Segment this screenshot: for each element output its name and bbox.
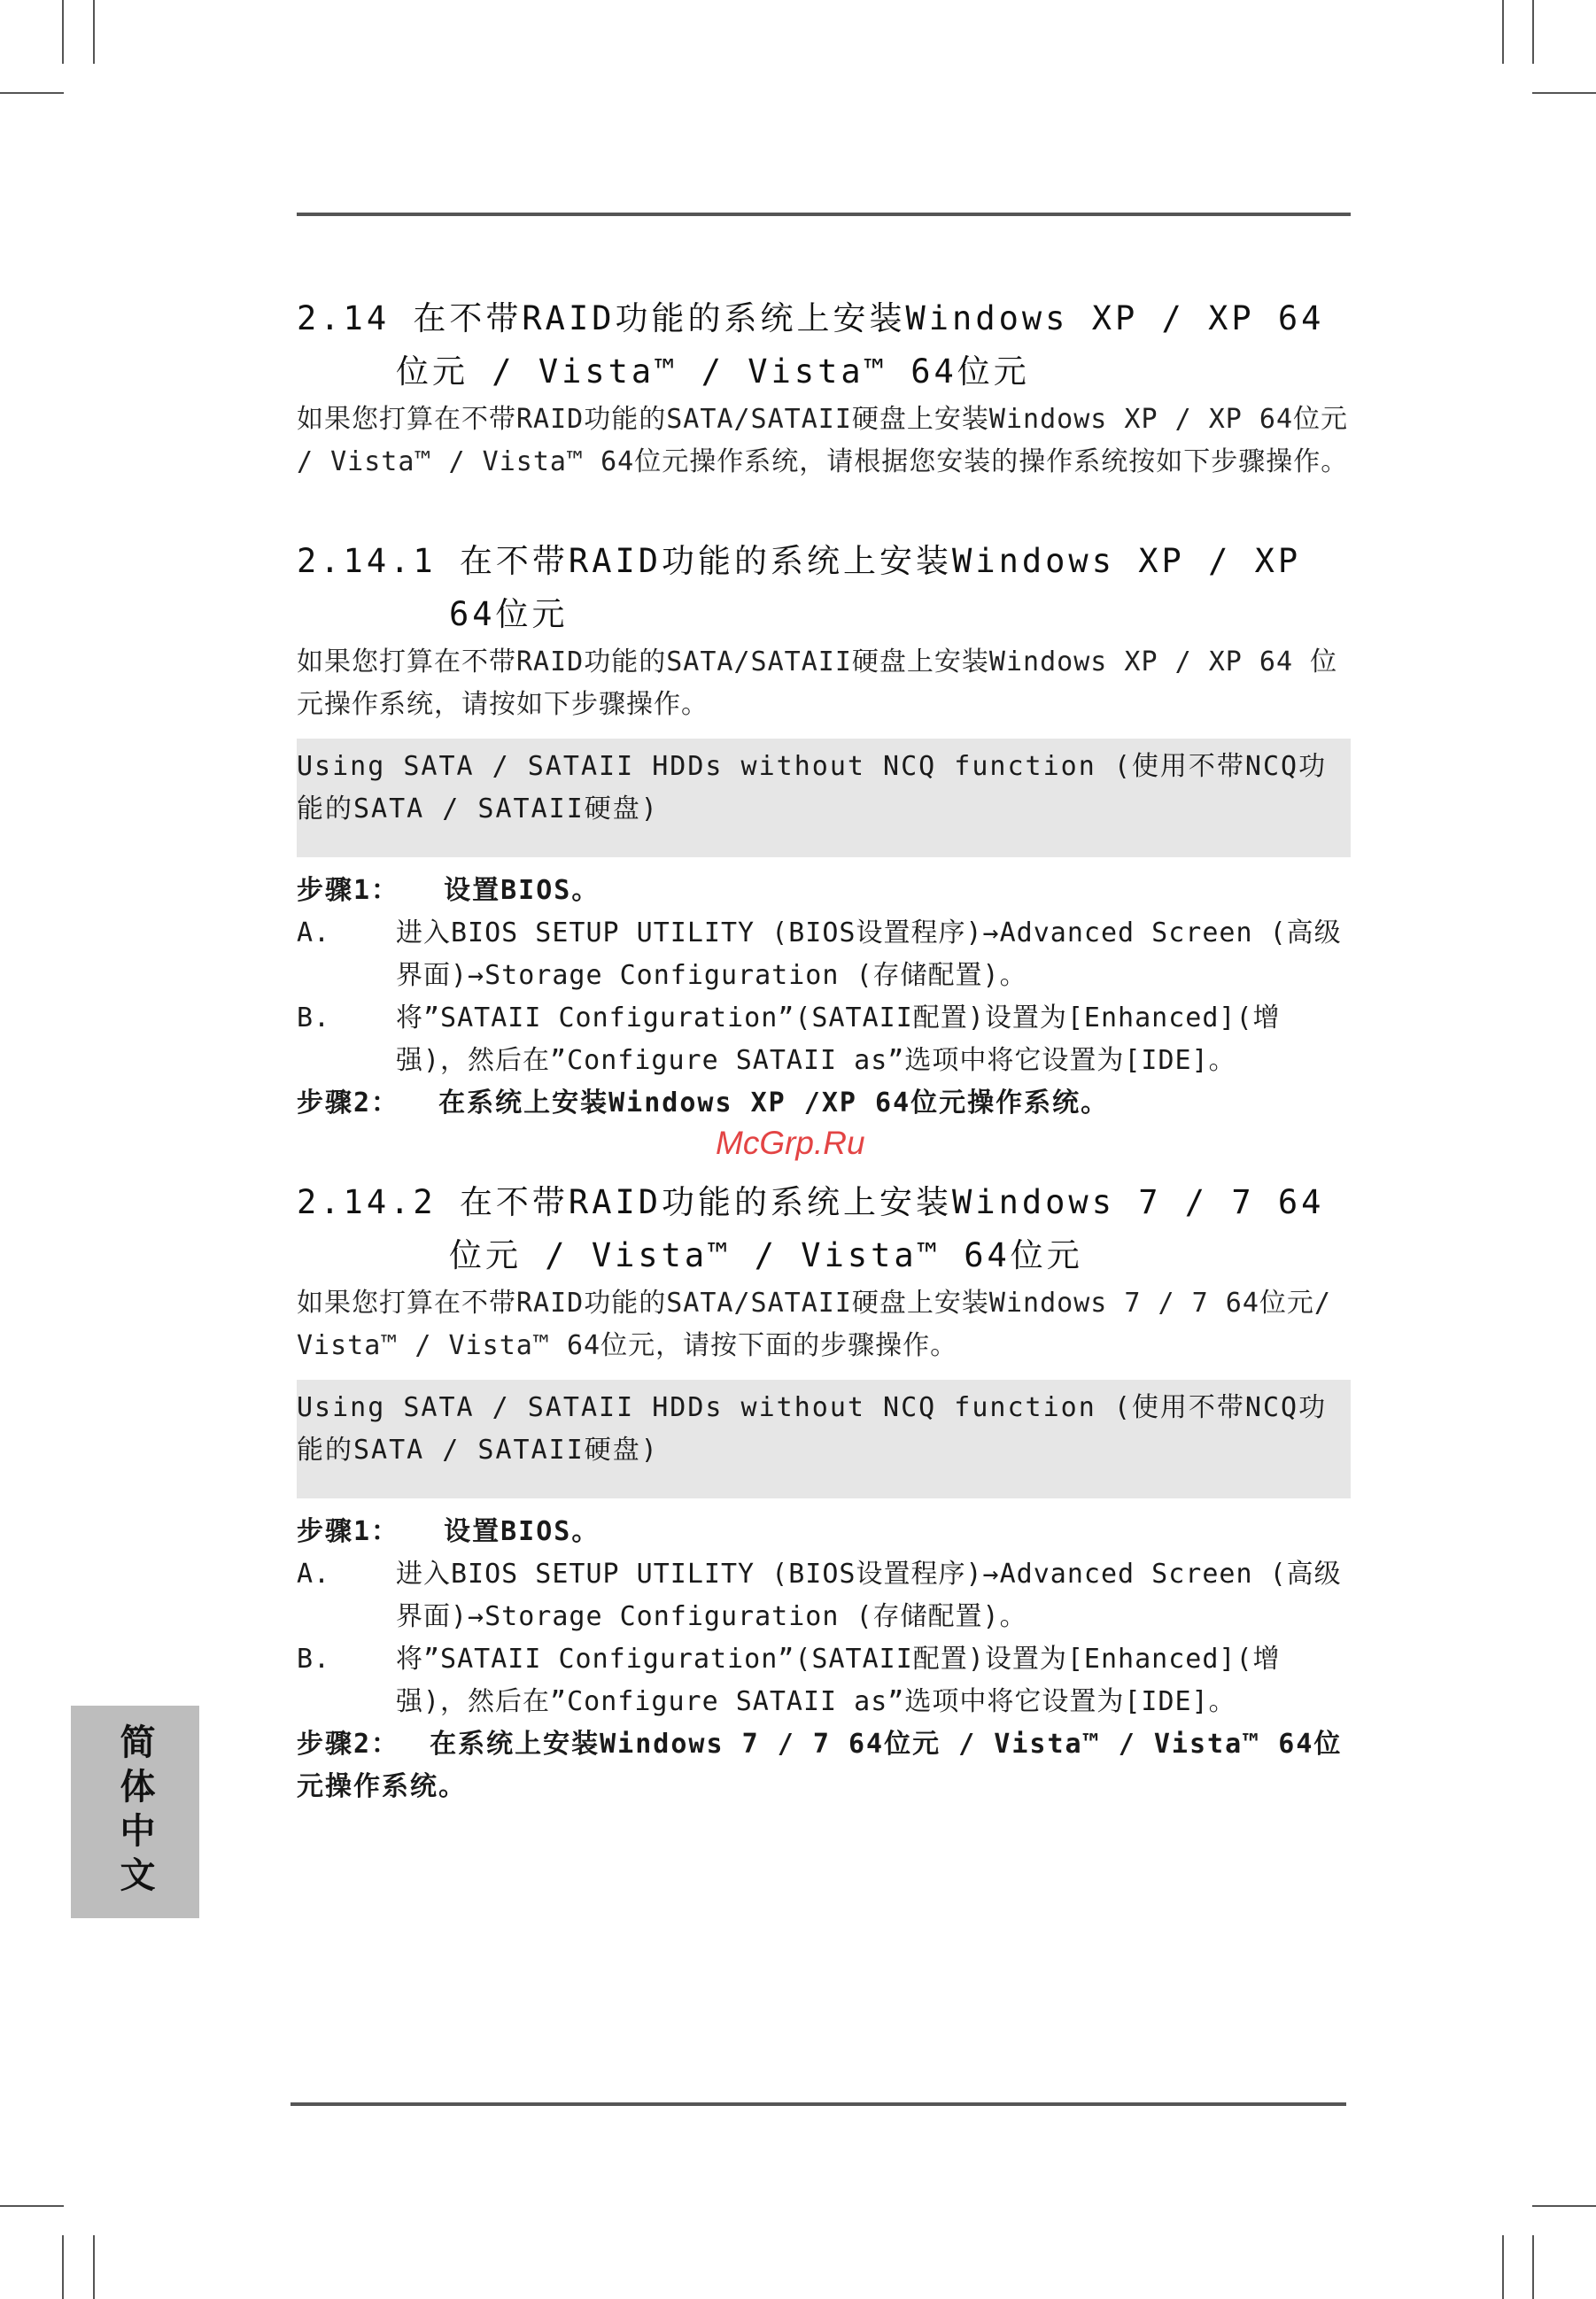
section-paragraph: 如果您打算在不带RAID功能的SATA/SATAII硬盘上安装Windows XP / XP 64位元 / Vista™ / Vista™ 64位元操作系统，请根据您安装的操作系统按如下步骤操作。 bbox=[297, 404, 1349, 477]
list-item bbox=[297, 1638, 1351, 1723]
item-text: 将”SATAII Configuration”(SATAII配置)设置为[Enhanced](增强)，然后在”Configure SATAII as”选项中将它设置为[IDE]。 bbox=[396, 1002, 1281, 1076]
crop-mark bbox=[1532, 2205, 1596, 2207]
crop-mark bbox=[1502, 0, 1504, 64]
step-2-heading bbox=[297, 1723, 1351, 1808]
page-content bbox=[297, 292, 1351, 1808]
section-number: 2.14.2 bbox=[297, 1183, 437, 1221]
step-label: 步骤1： bbox=[297, 1516, 400, 1547]
step-text: 设置BIOS。 bbox=[444, 1516, 600, 1547]
heading-line-2: 位元 / Vista™ / Vista™ 64位元 bbox=[396, 352, 1030, 391]
side-tab-label: 简体中文 bbox=[114, 1723, 156, 1900]
heading-line-1: 在不带RAID功能的系统上安装Windows XP / XP 64 bbox=[413, 299, 1325, 337]
language-side-tab bbox=[71, 1706, 199, 1918]
section-paragraph: 如果您打算在不带RAID功能的SATA/SATAII硬盘上安装Windows 7 / 7 64位元/ Vista™ / Vista™ 64位元，请按下面的步骤操作。 bbox=[297, 1288, 1331, 1361]
watermark: McGrp.Ru bbox=[716, 1125, 865, 1161]
step-1 bbox=[297, 1511, 1351, 1808]
crop-mark bbox=[0, 2205, 64, 2207]
header-rule bbox=[297, 213, 1351, 216]
crop-mark bbox=[1532, 0, 1534, 64]
step-label: 步骤2： bbox=[297, 1729, 400, 1760]
section-heading bbox=[297, 1176, 1351, 1282]
crop-mark bbox=[0, 92, 64, 94]
crop-mark bbox=[62, 2235, 64, 2299]
crop-mark bbox=[93, 2235, 95, 2299]
section-number: 2.14 bbox=[297, 299, 391, 337]
footer-rule bbox=[291, 2102, 1346, 2106]
section-2-14-1 bbox=[297, 535, 1351, 1125]
step-1-heading bbox=[297, 1511, 1351, 1553]
section-heading bbox=[297, 292, 1351, 399]
heading-line-1: 在不带RAID功能的系统上安装Windows XP / XP bbox=[459, 542, 1302, 580]
heading-line-2: 64位元 bbox=[449, 595, 569, 633]
section-2-14 bbox=[297, 292, 1351, 484]
section-2-14-2 bbox=[297, 1176, 1351, 1808]
crop-mark bbox=[62, 0, 64, 64]
item-marker: A. bbox=[297, 1559, 331, 1590]
item-marker: A. bbox=[297, 917, 331, 948]
ncq-note-box: Using SATA / SATAII HDDs without NCQ function (使用不带NCQ功能的SATA / SATAII硬盘) bbox=[297, 1380, 1351, 1498]
ncq-note-box: Using SATA / SATAII HDDs without NCQ function (使用不带NCQ功能的SATA / SATAII硬盘) bbox=[297, 739, 1351, 857]
item-text: 进入BIOS SETUP UTILITY (BIOS设置程序)→Advanced Screen (高级界面)→Storage Configuration (存储配置)。 bbox=[396, 1559, 1342, 1632]
crop-mark bbox=[1502, 2235, 1504, 2299]
item-text: 将”SATAII Configuration”(SATAII配置)设置为[Enhanced](增强)，然后在”Configure SATAII as”选项中将它设置为[IDE]。 bbox=[396, 1644, 1281, 1717]
crop-mark bbox=[1532, 2235, 1534, 2299]
list-item bbox=[297, 912, 1351, 997]
step-text: 设置BIOS。 bbox=[444, 875, 600, 906]
section-paragraph: 如果您打算在不带RAID功能的SATA/SATAII硬盘上安装Windows XP / XP 64 位元操作系统，请按如下步骤操作。 bbox=[297, 646, 1338, 720]
step-1 bbox=[297, 870, 1351, 1125]
heading-line-2: 位元 / Vista™ / Vista™ 64位元 bbox=[449, 1236, 1083, 1274]
crop-mark bbox=[93, 0, 95, 64]
item-text: 进入BIOS SETUP UTILITY (BIOS设置程序)→Advanced Screen (高级界面)→Storage Configuration (存储配置)。 bbox=[396, 917, 1342, 991]
step-2-heading bbox=[297, 1082, 1351, 1125]
list-item bbox=[297, 1553, 1351, 1638]
step-text: 在系统上安装Windows XP /XP 64位元操作系统。 bbox=[438, 1088, 1110, 1119]
list-item bbox=[297, 997, 1351, 1082]
step-label: 步骤1： bbox=[297, 875, 400, 906]
step-label: 步骤2： bbox=[297, 1088, 400, 1119]
item-marker: B. bbox=[297, 1644, 331, 1675]
crop-mark bbox=[1532, 92, 1596, 94]
step-text: 在系统上安装Windows 7 / 7 64位元 / Vista™ / Vista™ 64位元操作系统。 bbox=[297, 1729, 1343, 1802]
item-marker: B. bbox=[297, 1002, 331, 1033]
section-heading bbox=[297, 535, 1351, 641]
heading-line-1: 在不带RAID功能的系统上安装Windows 7 / 7 64 bbox=[459, 1183, 1325, 1221]
section-number: 2.14.1 bbox=[297, 542, 437, 580]
step-1-heading bbox=[297, 870, 1351, 912]
